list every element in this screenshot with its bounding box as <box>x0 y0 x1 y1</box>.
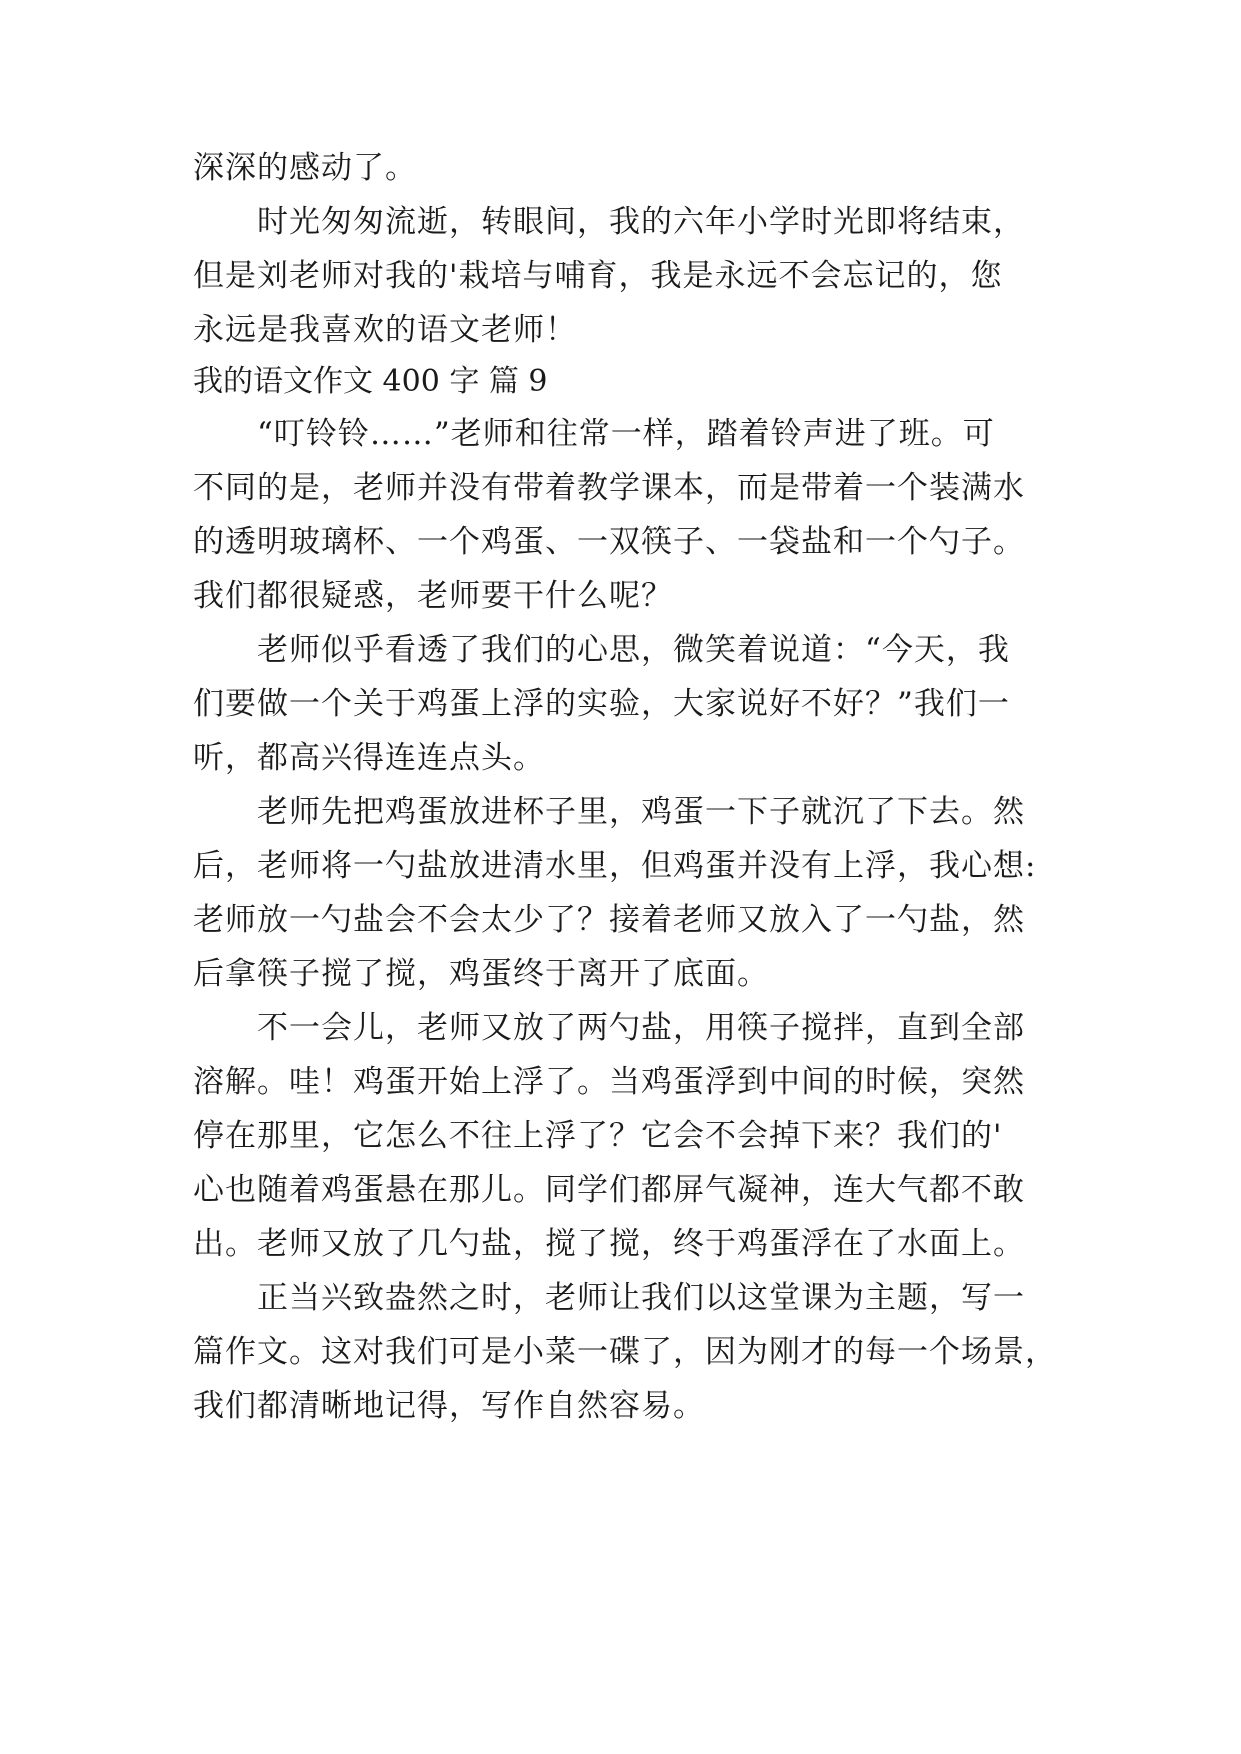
paragraph-first-line: 正当兴致盎然之时，老师让我们以这堂课为主题，写一 <box>257 1280 1025 1316</box>
text-line: 们要做一个关于鸡蛋上浮的实验，大家说好不好？”我们一 <box>193 686 1010 722</box>
document-page <box>193 0 1073 1754</box>
paragraph-first-line: 时光匆匆流逝，转眼间，我的六年小学时光即将结束， <box>257 204 1025 240</box>
text-line: 心也随着鸡蛋悬在那儿。同学们都屏气凝神，连大气都不敢 <box>193 1172 1025 1208</box>
text-line: 的透明玻璃杯、一个鸡蛋、一双筷子、一袋盐和一个勺子。 <box>193 524 1025 560</box>
text-line: 我们都清晰地记得，写作自然容易。 <box>193 1388 705 1424</box>
text-line: 出。老师又放了几勺盐，搅了搅，终于鸡蛋浮在了水面上。 <box>193 1226 1025 1262</box>
paragraph-first-line: 老师似乎看透了我们的心思，微笑着说道：“今天，我 <box>257 632 1010 668</box>
text-line: 我们都很疑惑，老师要干什么呢？ <box>193 578 673 614</box>
text-line: 老师放一勺盐会不会太少了？接着老师又放入了一勺盐，然 <box>193 902 1025 938</box>
paragraph-first-line: 老师先把鸡蛋放进杯子里，鸡蛋一下子就沉了下去。然 <box>257 794 1025 830</box>
text-line: 后拿筷子搅了搅，鸡蛋终于离开了底面。 <box>193 956 769 992</box>
paragraph-first-line: “叮铃铃……”老师和往常一样，踏着铃声进了班。可 <box>257 416 995 452</box>
section-heading: 我的语文作文 400 字 篇 9 <box>193 364 548 399</box>
text-line: 篇作文。这对我们可是小菜一碟了，因为刚才的每一个场景， <box>193 1334 1057 1370</box>
text-line: 深深的感动了。 <box>193 150 417 186</box>
text-line: 后，老师将一勺盐放进清水里，但鸡蛋并没有上浮，我心想: <box>193 848 1037 884</box>
text-line: 听，都高兴得连连点头。 <box>193 740 545 776</box>
text-line: 但是刘老师对我的'栽培与哺育，我是永远不会忘记的，您 <box>193 258 1003 294</box>
paragraph-first-line: 不一会儿，老师又放了两勺盐，用筷子搅拌，直到全部 <box>257 1010 1025 1046</box>
text-line: 停在那里，它怎么不往上浮了？它会不会掉下来？我们的' <box>193 1118 1003 1154</box>
text-line: 永远是我喜欢的语文老师！ <box>193 312 577 348</box>
text-line: 不同的是，老师并没有带着教学课本，而是带着一个装满水 <box>193 470 1025 506</box>
text-line: 溶解。哇！鸡蛋开始上浮了。当鸡蛋浮到中间的时候，突然 <box>193 1064 1025 1100</box>
